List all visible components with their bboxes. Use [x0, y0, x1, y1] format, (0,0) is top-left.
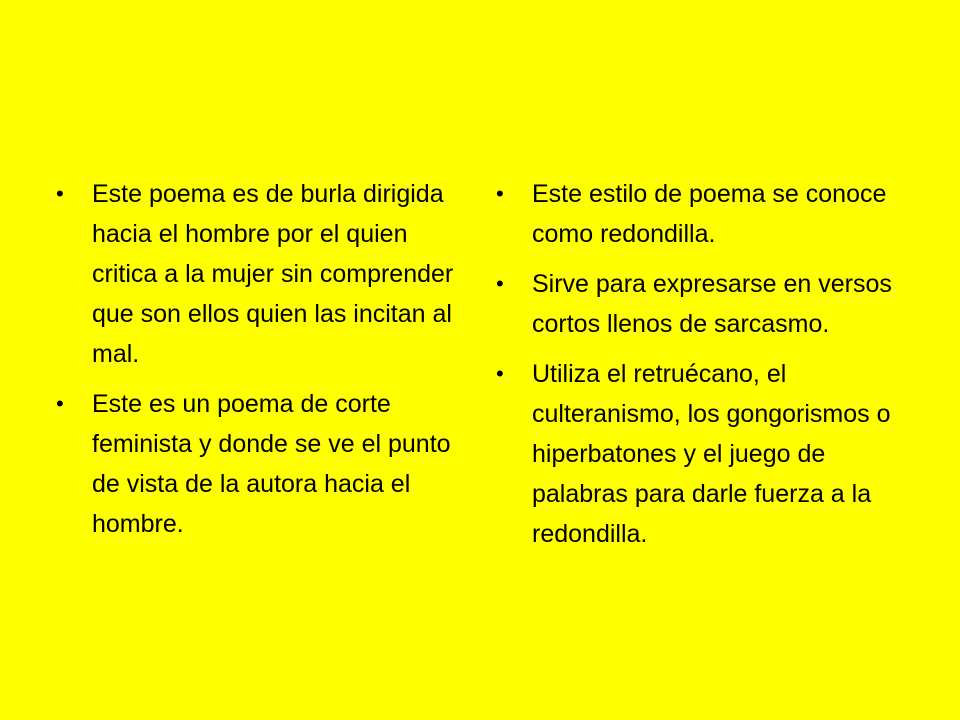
left-bullet-item-1: [56, 174, 466, 374]
bullet-icon: •: [56, 181, 64, 206]
right-bullet-item-2: [496, 264, 906, 344]
bullet-icon: •: [496, 361, 504, 386]
left-bullet-item-2: [56, 384, 466, 544]
right-bullet-text-3: Utiliza el retruécano, el culteranismo, los gongorismos o hiperbatones y el juego de palabras para darle fuerza a la redondilla.: [532, 360, 891, 548]
bullet-icon: •: [496, 271, 504, 296]
right-bullet-item-3: [496, 354, 906, 554]
right-bullet-text-1: Este estilo de poema se conoce como redondilla.: [532, 180, 887, 248]
right-bullet-text-2: Sirve para expresarse en versos cortos llenos de sarcasmo.: [532, 270, 892, 338]
right-bullet-item-1: [496, 174, 906, 254]
left-bullet-text-2: Este es un poema de corte feminista y donde se ve el punto de vista de la autora hacia el hombre.: [92, 390, 451, 538]
right-bullet-list: [496, 174, 906, 564]
bullet-icon: •: [496, 181, 504, 206]
bullet-icon: •: [56, 391, 64, 416]
left-bullet-text-1: Este poema es de burla dirigida hacia el hombre por el quien critica a la mujer sin comprender que son ellos quien las incitan al mal.: [92, 180, 454, 368]
left-bullet-list: [56, 174, 466, 554]
